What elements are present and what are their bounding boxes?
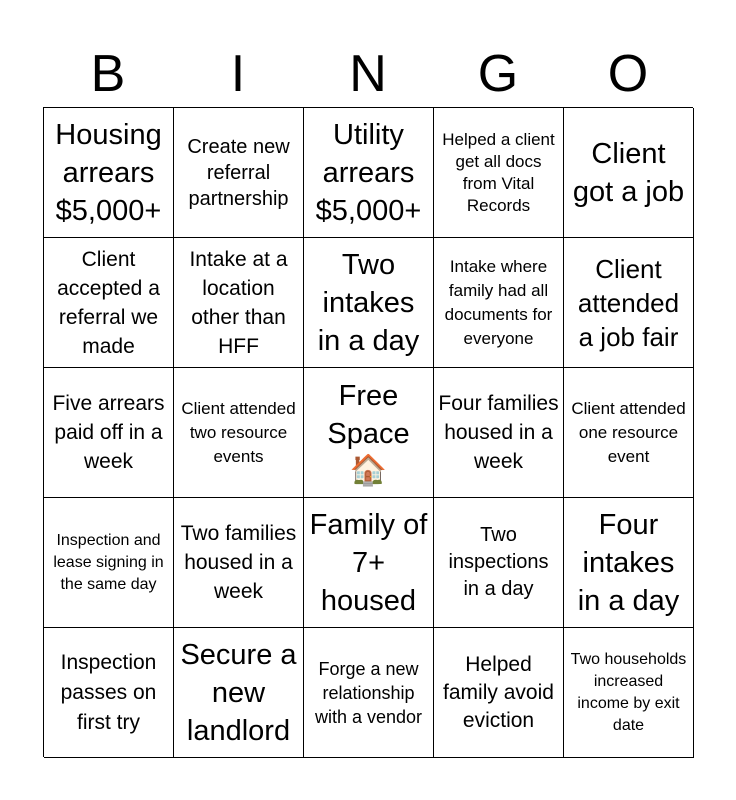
cell-text: Client accepted a referral we made bbox=[57, 247, 160, 358]
cell-text: Two families housed in a week bbox=[180, 522, 297, 603]
bingo-cell[interactable] bbox=[44, 368, 174, 498]
cell-text: Intake where family had all documents for everyone bbox=[444, 256, 553, 348]
cell-text: Helped family avoid eviction bbox=[443, 652, 554, 732]
bingo-cell[interactable] bbox=[44, 628, 174, 758]
cell-text: Client attended one resource event bbox=[571, 398, 686, 466]
bingo-cell[interactable] bbox=[174, 108, 304, 238]
cell-text: Client attended a job fair bbox=[577, 253, 680, 352]
header-letter-i: I bbox=[230, 45, 246, 103]
bingo-cell[interactable] bbox=[564, 498, 694, 628]
cell-text: Client attended two resource events bbox=[181, 398, 296, 466]
bingo-cell[interactable] bbox=[564, 108, 694, 238]
bingo-cell[interactable] bbox=[304, 108, 434, 238]
header-letter-g: G bbox=[477, 45, 519, 103]
bingo-cell[interactable] bbox=[304, 238, 434, 368]
bingo-cell[interactable] bbox=[44, 498, 174, 628]
cell-text: Inspection passes on first try bbox=[60, 650, 157, 734]
bingo-cell[interactable] bbox=[564, 238, 694, 368]
cell-text: Inspection and lease signing in the same day bbox=[53, 531, 164, 593]
bingo-grid bbox=[43, 107, 693, 757]
cell-text: Free Space bbox=[327, 379, 410, 450]
bingo-cell[interactable] bbox=[434, 498, 564, 628]
cell-text: Two inspections in a day bbox=[448, 524, 549, 600]
bingo-cell[interactable] bbox=[434, 108, 564, 238]
cell-text: Secure a new landlord bbox=[180, 638, 297, 747]
cell-text: Intake at a location other than HFF bbox=[189, 247, 288, 358]
cell-text: Utility arrears $5,000+ bbox=[315, 118, 422, 227]
house-icon: 🏠 bbox=[349, 453, 388, 487]
free-space-cell[interactable] bbox=[304, 368, 434, 498]
cell-text: Five arrears paid off in a week bbox=[52, 392, 165, 473]
bingo-cell[interactable] bbox=[44, 238, 174, 368]
cell-text: Two households increased income by exit date bbox=[570, 650, 687, 734]
cell-text: Create new referral partnership bbox=[187, 135, 290, 210]
cell-text: Four families housed in a week bbox=[438, 392, 559, 473]
bingo-cell[interactable] bbox=[174, 628, 304, 758]
cell-text: Housing arrears $5,000+ bbox=[55, 118, 162, 227]
cell-text: Helped a client get all docs from Vital Records bbox=[442, 129, 555, 215]
bingo-cell[interactable] bbox=[564, 368, 694, 498]
header-letter-b: B bbox=[90, 45, 126, 103]
bingo-cell[interactable] bbox=[434, 368, 564, 498]
cell-text: Family of 7+ housed bbox=[309, 508, 428, 617]
bingo-cell[interactable] bbox=[434, 628, 564, 758]
bingo-cell[interactable] bbox=[304, 498, 434, 628]
cell-text: Client got a job bbox=[572, 137, 685, 208]
cell-text: Forge a new relationship with a vendor bbox=[314, 658, 423, 727]
bingo-cell[interactable] bbox=[174, 368, 304, 498]
bingo-cell[interactable] bbox=[174, 498, 304, 628]
bingo-cell[interactable] bbox=[304, 628, 434, 758]
cell-text: Two intakes in a day bbox=[317, 248, 420, 357]
bingo-cell[interactable] bbox=[44, 108, 174, 238]
header-letter-o: O bbox=[607, 45, 649, 103]
bingo-cell[interactable] bbox=[174, 238, 304, 368]
header-letter-n: N bbox=[349, 45, 387, 103]
bingo-cell[interactable] bbox=[564, 628, 694, 758]
bingo-header bbox=[43, 40, 693, 108]
cell-text: Four intakes in a day bbox=[577, 508, 680, 617]
bingo-cell[interactable] bbox=[434, 238, 564, 368]
